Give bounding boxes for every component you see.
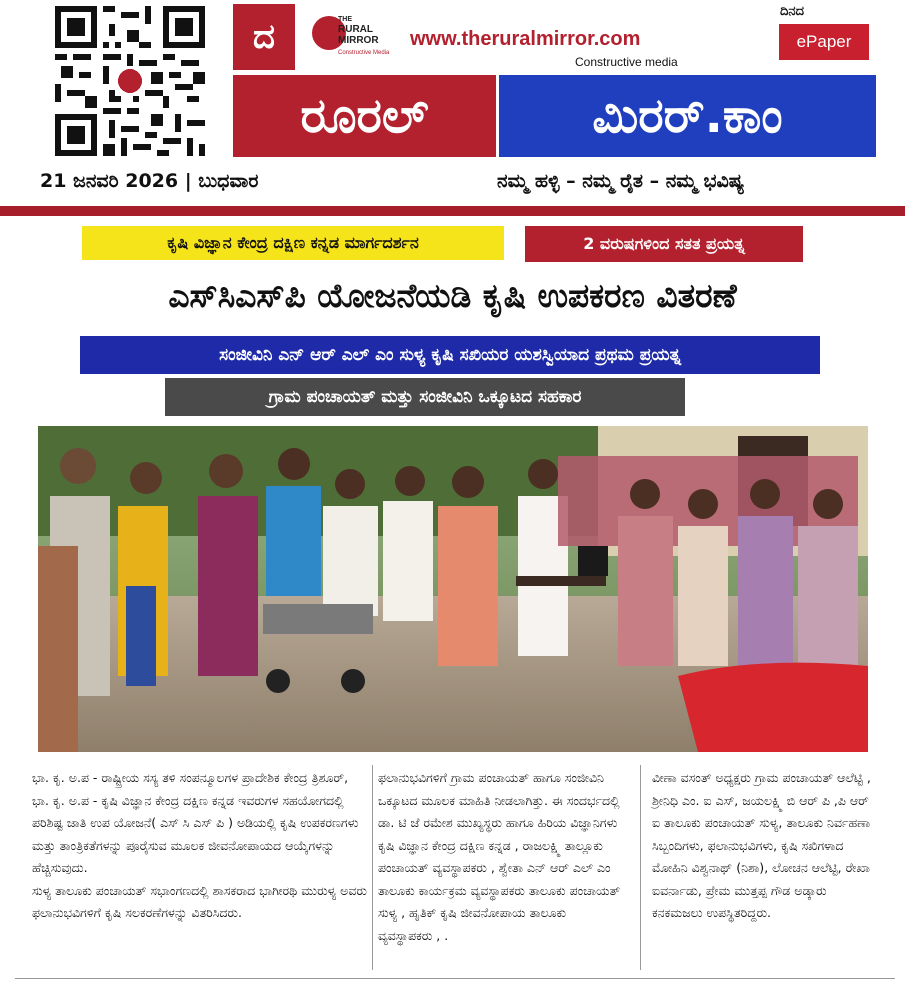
column-divider-2 [640, 765, 641, 970]
kicker-right: 2 ವರುಷಗಳಿಂದ ಸತತ ಪ್ರಯತ್ನ [525, 226, 803, 262]
masthead-title-right: ಮಿರರ್.ಕಾಂ [499, 75, 876, 157]
column-3-paragraph: ವೀಣಾ ವಸಂತ್ ಅಧ್ಯಕ್ಷರು ಗ್ರಾಮ ಪಂಚಾಯತ್ ಆಲೆಟ್ಟಿ , ಶ್ರೀನಿಧಿ ಎಂ. ಐ ಎಸ್, ಜಯಲಕ್ಷ್ಮಿ ಬಿ ಆರ್ ಪಿ ,ಪಿ ಆರ್ ಐ ತಾಲೂಕು ಪಂಚಾಯತ್ ಸುಳ್ಯ, ತಾಲೂಕು ನಿರ್ವಹಣಾ ಸಿಬ್ಬಂದಿಗಳು, ಫಲಾನುಭವಿಗಳು, ಕೃಷಿ ಸಖಿಗಳಾದ ಮೋಹಿನಿ ವಿಶ್ವನಾಥ್ (ನಿಶಾ), ಲೋಚನ ಆಲೆಟ್ಟಿ, ರೇಖಾ ಐವರ್ನಾಡು, ಪ್ರೇಮ ಮುತ್ತಪ್ಪ ಗೌಡ ಅಡ್ಕಾರು ಕನಕಮಜಲು ಉಪಸ್ಥಿತರಿದ್ದರು. [652, 770, 871, 920]
logo-subtitle: Constructive Media [338, 50, 390, 56]
qr-code[interactable] [55, 6, 205, 156]
header-divider [0, 206, 905, 216]
column-2-paragraph: ಫಲಾನುಭವಿಗಳಿಗೆ ಗ್ರಾಮ ಪಂಚಾಯತ್ ಹಾಗೂ ಸಂಜೀವಿನಿ ಒಕ್ಕೂಟದ ಮೂಲಕ ಮಾಹಿತಿ ನೀಡಲಾಗಿತ್ತು. ಈ ಸಂದರ್ಭದಲ್ಲಿ ಡಾ. ಟಿ ಜೆ ರಮೇಶ ಮುಖ್ಯಸ್ಥರು ಹಾಗೂ ಹಿರಿಯ ವಿಜ್ಞಾನಿಗಳು ಕೃಷಿ ವಿಜ್ಞಾನ ಕೇಂದ್ರ ದಕ್ಷಿಣ ಕನ್ನಡ , ರಾಜಲಕ್ಷ್ಮಿ ತಾಲ್ಲೂಕು ಪಂಚಾಯತ್ ವ್ಯವಸ್ಥಾಪಕರು , ಶ್ವೇತಾ ಎನ್ ಆರ್ ಎಲ್ ಎಂ ತಾಲೂಕು ಕಾರ್ಯಕ್ರಮ ವ್ಯವಸ್ಥಾಪಕರು ತಾಲೂಕು ಪಂಚಾಯತ್ ಸುಳ್ಯ , ಹೃತಿಕ್ ಕೃಷಿ ಜೀವನೋಪಾಯ ತಾಲೂಕು ವ್ಯವಸ್ಥಾಪಕರು , . [378, 770, 621, 943]
article-headline: ಎಸ್‌ಸಿಎಸ್‌ಪಿ ಯೋಜನೆಯಡಿ ಕೃಷಿ ಉಪಕರಣ ವಿತರಣೆ [168, 276, 737, 315]
logo-text-rural: RURAL [338, 24, 373, 35]
rural-mirror-logo [312, 14, 404, 60]
logo-wordmark [338, 16, 379, 46]
dinada-label: ದಿನದ [780, 4, 805, 19]
website-link[interactable]: www.theruralmirror.com [410, 28, 641, 50]
column-1-paragraph-1: ಭಾ. ಕೃ. ಅ.ಪ - ರಾಷ್ಟ್ರೀಯ ಸಸ್ಯ ತಳಿ ಸಂಪನ್ಮೂಲಗಳ ಪ್ರಾದೇಶಿಕ ಕೇಂದ್ರ ತ್ರಿಶೂರ್, ಭಾ. ಕೃ. ಅ.ಪ - ಕೃಷಿ ವಿಜ್ಞಾನ ಕೇಂದ್ರ ದಕ್ಷಿಣ ಕನ್ನಡ ಇವರುಗಳ ಸಹಯೋಗದಲ್ಲಿ ಪರಿಶಿಷ್ಟ ಜಾತಿ ಉಪ ಯೋಜನೆ( ಎಸ್ ಸಿ ಎಸ್ ಪಿ ) ಅಡಿಯಲ್ಲಿ ಕೃಷಿ ಉಪಕರಣಗಳು ಮತ್ತು ತಾಂತ್ರಿಕತೆಗಳನ್ನು ಪೂರೈಸುವ ಮೂಲಕ ಜೀವನೋಪಾಯದ ಆಯ್ಕೆಗಳನ್ನು ಹೆಚ್ಚಿಸುವುದು. [32, 770, 359, 875]
epaper-button[interactable]: ePaper [779, 24, 869, 60]
article-column-1 [32, 767, 367, 925]
masthead-da-block: ದ [233, 4, 295, 70]
column-1-paragraph-2: ಸುಳ್ಯ ತಾಲೂಕು ಪಂಚಾಯತ್ ಸಭಾಂಗಣದಲ್ಲಿ ಶಾಸಕರಾದ ಭಾಗೀರಥಿ ಮುರುಳ್ಯ ಅವರು ಫಲಾನುಭವಿಗಳಿಗೆ ಕೃಷಿ ಸಲಕರಣೆಗಳನ್ನು ವಿತರಿಸಿದರು. [32, 882, 368, 920]
article-column-2 [378, 767, 623, 947]
subhead-primary: ಸಂಜೀವಿನಿ ಎನ್ ಆರ್ ಎಲ್ ಎಂ ಸುಳ್ಯ ಕೃಷಿ ಸಖಿಯರ ಯಶಸ್ವಿಯಾದ ಪ್ರಥಮ ಪ್ರಯತ್ನ [80, 336, 820, 374]
subhead-secondary: ಗ್ರಾಮ ಪಂಚಾಯತ್ ಮತ್ತು ಸಂಜೀವಿನಿ ಒಕ್ಕೂಟದ ಸಹಕಾರ [165, 378, 685, 416]
column-divider-1 [372, 765, 373, 970]
kicker-left: ಕೃಷಿ ವಿಜ್ಞಾನ ಕೇಂದ್ರ ದಕ್ಷಿಣ ಕನ್ನಡ ಮಾರ್ಗದರ್ಶನ [82, 226, 504, 260]
logo-text-the: THE [338, 16, 352, 23]
issue-date: 21 ಜನವರಿ 2026 | ಬುಧವಾರ [40, 170, 259, 192]
article-photo [38, 426, 868, 752]
masthead-title-left: ರೂರಲ್ [233, 75, 496, 157]
article-column-3 [652, 767, 872, 925]
masthead-motto: ನಮ್ಮ ಹಳ್ಳಿ – ನಮ್ಮ ರೈತ – ನಮ್ಮ ಭವಿಷ್ಯ [497, 170, 745, 192]
bottom-rule [15, 978, 895, 979]
tagline: Constructive media [575, 55, 678, 69]
logo-text-mirror: MIRROR [338, 35, 379, 46]
